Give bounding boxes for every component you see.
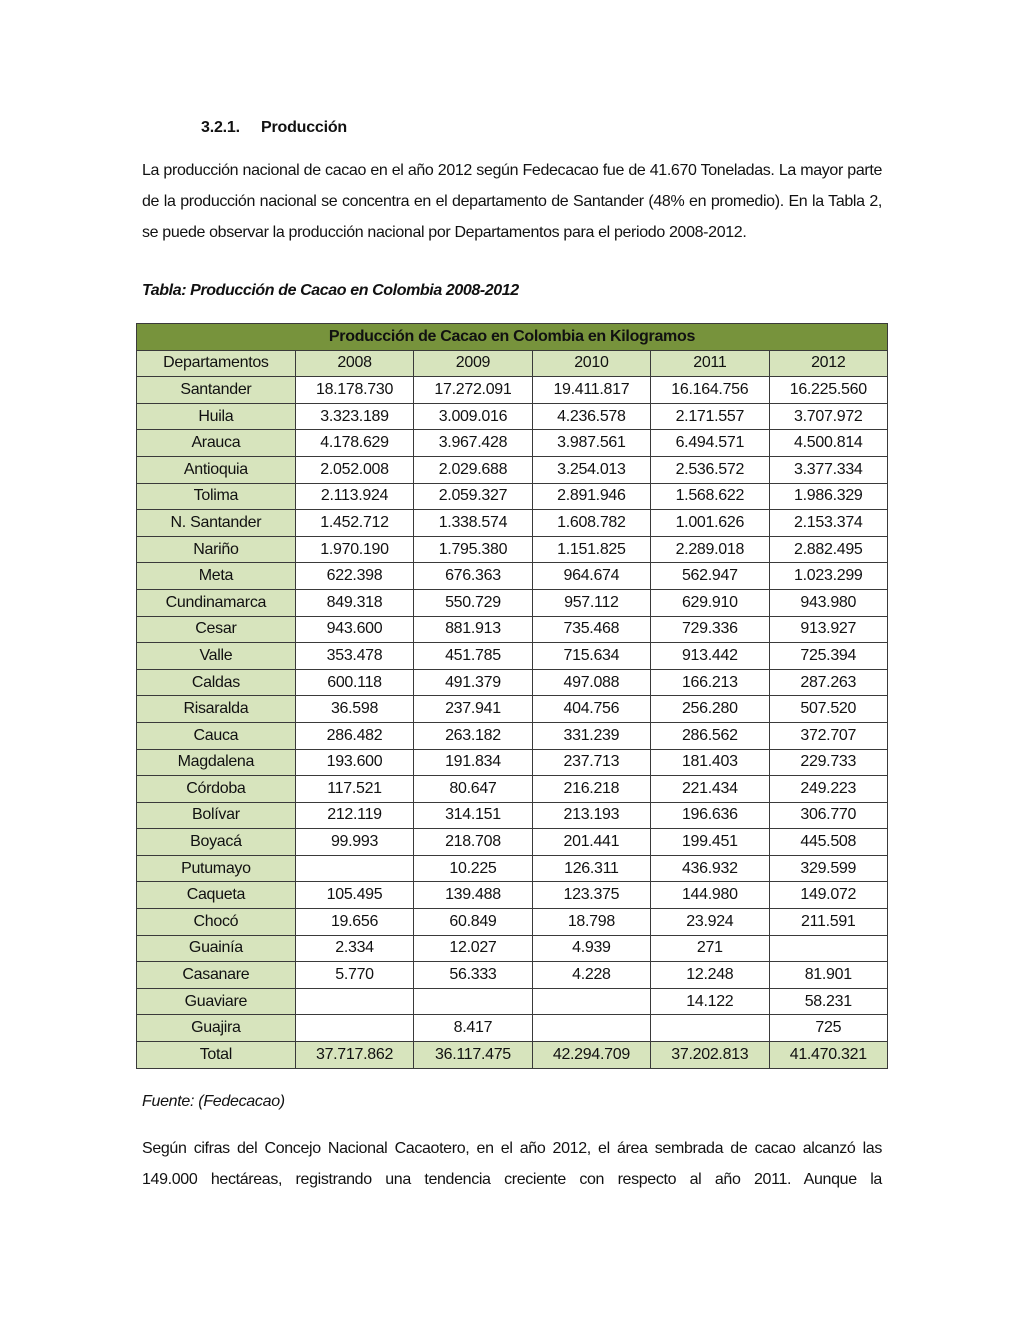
table-total-row bbox=[137, 1042, 888, 1069]
production-value: 2.171.557 bbox=[651, 403, 769, 430]
production-value: 99.993 bbox=[295, 829, 413, 856]
production-value: 287.263 bbox=[769, 669, 887, 696]
production-value: 629.910 bbox=[651, 589, 769, 616]
department-name: Cauca bbox=[137, 722, 296, 749]
production-value: 58.231 bbox=[769, 988, 887, 1015]
production-value bbox=[295, 855, 413, 882]
production-value: 2.059.327 bbox=[414, 483, 532, 510]
production-value: 36.598 bbox=[295, 696, 413, 723]
production-value: 943.980 bbox=[769, 589, 887, 616]
production-value: 964.674 bbox=[532, 563, 650, 590]
table-row bbox=[137, 1015, 888, 1042]
production-value: 445.508 bbox=[769, 829, 887, 856]
table-header-row bbox=[137, 350, 888, 377]
table-row bbox=[137, 802, 888, 829]
production-value: 3.009.016 bbox=[414, 403, 532, 430]
production-value: 6.494.571 bbox=[651, 430, 769, 457]
table-row bbox=[137, 909, 888, 936]
production-value: 81.901 bbox=[769, 962, 887, 989]
table-row bbox=[137, 456, 888, 483]
production-value: 256.280 bbox=[651, 696, 769, 723]
department-name: Magdalena bbox=[137, 749, 296, 776]
production-value: 3.323.189 bbox=[295, 403, 413, 430]
production-value: 4.939 bbox=[532, 935, 650, 962]
production-value: 126.311 bbox=[532, 855, 650, 882]
production-value: 1.338.574 bbox=[414, 510, 532, 537]
production-value: 123.375 bbox=[532, 882, 650, 909]
production-value: 14.122 bbox=[651, 988, 769, 1015]
department-name: Boyacá bbox=[137, 829, 296, 856]
production-value: 562.947 bbox=[651, 563, 769, 590]
department-name: N. Santander bbox=[137, 510, 296, 537]
production-value: 729.336 bbox=[651, 616, 769, 643]
production-value: 4.236.578 bbox=[532, 403, 650, 430]
production-value: 550.729 bbox=[414, 589, 532, 616]
production-value: 286.482 bbox=[295, 722, 413, 749]
table-row bbox=[137, 722, 888, 749]
production-value: 249.223 bbox=[769, 776, 887, 803]
production-value: 5.770 bbox=[295, 962, 413, 989]
production-value: 1.023.299 bbox=[769, 563, 887, 590]
production-value: 1.608.782 bbox=[532, 510, 650, 537]
production-value: 17.272.091 bbox=[414, 377, 532, 404]
department-name: Putumayo bbox=[137, 855, 296, 882]
header-cell: 2010 bbox=[532, 350, 650, 377]
department-name: Nariño bbox=[137, 536, 296, 563]
production-value: 849.318 bbox=[295, 589, 413, 616]
production-value: 600.118 bbox=[295, 669, 413, 696]
production-value: 2.882.495 bbox=[769, 536, 887, 563]
production-value: 1.568.622 bbox=[651, 483, 769, 510]
table-row bbox=[137, 935, 888, 962]
total-label: Total bbox=[137, 1042, 296, 1069]
production-value: 1.452.712 bbox=[295, 510, 413, 537]
header-cell: Departamentos bbox=[137, 350, 296, 377]
table-row bbox=[137, 776, 888, 803]
production-value: 18.798 bbox=[532, 909, 650, 936]
production-value: 193.600 bbox=[295, 749, 413, 776]
production-value: 4.178.629 bbox=[295, 430, 413, 457]
production-value: 2.153.374 bbox=[769, 510, 887, 537]
production-value: 237.941 bbox=[414, 696, 532, 723]
production-value bbox=[769, 935, 887, 962]
production-value: 2.536.572 bbox=[651, 456, 769, 483]
production-value: 16.164.756 bbox=[651, 377, 769, 404]
production-value bbox=[651, 1015, 769, 1042]
production-value: 8.417 bbox=[414, 1015, 532, 1042]
header-cell: 2008 bbox=[295, 350, 413, 377]
total-value: 37.717.862 bbox=[295, 1042, 413, 1069]
production-value: 943.600 bbox=[295, 616, 413, 643]
department-name: Antioquia bbox=[137, 456, 296, 483]
closing-paragraph: Según cifras del Concejo Nacional Cacaotero, en el año 2012, el área sembrada de cacao alcanzó las 149.000 hectáreas, registrando una tendencia creciente con respecto al año 2011. Aunque la bbox=[142, 1140, 882, 1188]
production-value: 3.967.428 bbox=[414, 430, 532, 457]
department-name: Caqueta bbox=[137, 882, 296, 909]
production-value: 149.072 bbox=[769, 882, 887, 909]
production-value: 166.213 bbox=[651, 669, 769, 696]
production-value: 451.785 bbox=[414, 643, 532, 670]
production-value: 2.113.924 bbox=[295, 483, 413, 510]
production-value: 19.656 bbox=[295, 909, 413, 936]
department-name: Guajira bbox=[137, 1015, 296, 1042]
department-name: Cundinamarca bbox=[137, 589, 296, 616]
department-name: Córdoba bbox=[137, 776, 296, 803]
table-row bbox=[137, 696, 888, 723]
production-value bbox=[532, 1015, 650, 1042]
total-value: 37.202.813 bbox=[651, 1042, 769, 1069]
production-value: 353.478 bbox=[295, 643, 413, 670]
production-value: 237.713 bbox=[532, 749, 650, 776]
production-value bbox=[414, 988, 532, 1015]
production-value: 1.001.626 bbox=[651, 510, 769, 537]
production-value: 306.770 bbox=[769, 802, 887, 829]
production-value: 18.178.730 bbox=[295, 377, 413, 404]
production-value: 3.254.013 bbox=[532, 456, 650, 483]
production-value: 263.182 bbox=[414, 722, 532, 749]
production-value: 271 bbox=[651, 935, 769, 962]
table-row bbox=[137, 749, 888, 776]
production-value: 2.891.946 bbox=[532, 483, 650, 510]
production-value: 212.119 bbox=[295, 802, 413, 829]
production-value: 881.913 bbox=[414, 616, 532, 643]
production-value: 3.377.334 bbox=[769, 456, 887, 483]
production-value: 23.924 bbox=[651, 909, 769, 936]
total-value: 42.294.709 bbox=[532, 1042, 650, 1069]
production-value: 286.562 bbox=[651, 722, 769, 749]
department-name: Chocó bbox=[137, 909, 296, 936]
production-value: 2.334 bbox=[295, 935, 413, 962]
department-name: Risaralda bbox=[137, 696, 296, 723]
production-value bbox=[295, 988, 413, 1015]
table-row bbox=[137, 510, 888, 537]
table-row bbox=[137, 563, 888, 590]
table-row bbox=[137, 377, 888, 404]
production-value: 12.027 bbox=[414, 935, 532, 962]
production-value: 497.088 bbox=[532, 669, 650, 696]
production-table bbox=[136, 323, 888, 1069]
department-name: Arauca bbox=[137, 430, 296, 457]
production-value: 60.849 bbox=[414, 909, 532, 936]
table-row bbox=[137, 882, 888, 909]
table-row bbox=[137, 403, 888, 430]
table-row bbox=[137, 988, 888, 1015]
production-value: 16.225.560 bbox=[769, 377, 887, 404]
table-title: Producción de Cacao en Colombia en Kilogramos bbox=[137, 324, 888, 351]
production-value: 181.403 bbox=[651, 749, 769, 776]
table-row bbox=[137, 483, 888, 510]
production-value: 1.795.380 bbox=[414, 536, 532, 563]
production-value: 10.225 bbox=[414, 855, 532, 882]
production-value: 735.468 bbox=[532, 616, 650, 643]
production-value: 372.707 bbox=[769, 722, 887, 749]
production-value: 139.488 bbox=[414, 882, 532, 909]
department-name: Valle bbox=[137, 643, 296, 670]
production-value: 216.218 bbox=[532, 776, 650, 803]
production-value: 329.599 bbox=[769, 855, 887, 882]
table-row bbox=[137, 589, 888, 616]
department-name: Huila bbox=[137, 403, 296, 430]
production-value: 2.052.008 bbox=[295, 456, 413, 483]
production-value: 314.151 bbox=[414, 802, 532, 829]
table-row bbox=[137, 855, 888, 882]
production-value: 80.647 bbox=[414, 776, 532, 803]
production-value: 491.379 bbox=[414, 669, 532, 696]
intro-paragraph: La producción nacional de cacao en el año 2012 según Fedecacao fue de 41.670 Toneladas. La mayor parte de la producción nacional se concentra en el departamento de Santander (48% en promedio). En la Tabla 2, se puede observar la producción nacional por Departamentos para el periodo 2008-2012. bbox=[142, 162, 882, 241]
production-value: 211.591 bbox=[769, 909, 887, 936]
production-value: 725.394 bbox=[769, 643, 887, 670]
production-value: 715.634 bbox=[532, 643, 650, 670]
production-value: 199.451 bbox=[651, 829, 769, 856]
total-value: 41.470.321 bbox=[769, 1042, 887, 1069]
production-value: 913.927 bbox=[769, 616, 887, 643]
production-value: 3.987.561 bbox=[532, 430, 650, 457]
table-caption: Tabla: Producción de Cacao en Colombia 2008-2012 bbox=[142, 282, 519, 299]
table-row bbox=[137, 962, 888, 989]
section-heading bbox=[201, 119, 347, 137]
production-value: 436.932 bbox=[651, 855, 769, 882]
production-value bbox=[295, 1015, 413, 1042]
table-row bbox=[137, 669, 888, 696]
production-value: 676.363 bbox=[414, 563, 532, 590]
header-cell: 2012 bbox=[769, 350, 887, 377]
section-number: 3.2.1. bbox=[201, 119, 240, 136]
production-value: 4.228 bbox=[532, 962, 650, 989]
department-name: Bolívar bbox=[137, 802, 296, 829]
department-name: Caldas bbox=[137, 669, 296, 696]
production-value: 1.986.329 bbox=[769, 483, 887, 510]
department-name: Casanare bbox=[137, 962, 296, 989]
department-name: Meta bbox=[137, 563, 296, 590]
production-value: 117.521 bbox=[295, 776, 413, 803]
production-value: 191.834 bbox=[414, 749, 532, 776]
department-name: Guaviare bbox=[137, 988, 296, 1015]
production-value: 201.441 bbox=[532, 829, 650, 856]
total-value: 36.117.475 bbox=[414, 1042, 532, 1069]
production-value: 622.398 bbox=[295, 563, 413, 590]
source-note: Fuente: (Fedecacao) bbox=[142, 1093, 285, 1110]
production-value: 144.980 bbox=[651, 882, 769, 909]
table-row bbox=[137, 536, 888, 563]
department-name: Cesar bbox=[137, 616, 296, 643]
production-value: 3.707.972 bbox=[769, 403, 887, 430]
header-cell: 2009 bbox=[414, 350, 532, 377]
production-value bbox=[532, 988, 650, 1015]
production-value: 221.434 bbox=[651, 776, 769, 803]
table-row bbox=[137, 430, 888, 457]
production-value: 331.239 bbox=[532, 722, 650, 749]
production-value: 196.636 bbox=[651, 802, 769, 829]
production-value: 507.520 bbox=[769, 696, 887, 723]
production-value: 218.708 bbox=[414, 829, 532, 856]
table-title-row bbox=[137, 324, 888, 351]
production-value: 213.193 bbox=[532, 802, 650, 829]
table-row bbox=[137, 829, 888, 856]
production-value: 4.500.814 bbox=[769, 430, 887, 457]
production-value: 404.756 bbox=[532, 696, 650, 723]
production-value: 2.029.688 bbox=[414, 456, 532, 483]
production-value: 957.112 bbox=[532, 589, 650, 616]
table-row bbox=[137, 616, 888, 643]
table-row bbox=[137, 643, 888, 670]
section-title: Producción bbox=[261, 119, 348, 136]
production-value: 229.733 bbox=[769, 749, 887, 776]
production-value: 1.970.190 bbox=[295, 536, 413, 563]
production-value: 913.442 bbox=[651, 643, 769, 670]
header-cell: 2011 bbox=[651, 350, 769, 377]
department-name: Tolima bbox=[137, 483, 296, 510]
production-value: 56.333 bbox=[414, 962, 532, 989]
production-value: 105.495 bbox=[295, 882, 413, 909]
production-value: 19.411.817 bbox=[532, 377, 650, 404]
department-name: Santander bbox=[137, 377, 296, 404]
department-name: Guainía bbox=[137, 935, 296, 962]
production-value: 12.248 bbox=[651, 962, 769, 989]
production-value: 1.151.825 bbox=[532, 536, 650, 563]
production-value: 725 bbox=[769, 1015, 887, 1042]
production-value: 2.289.018 bbox=[651, 536, 769, 563]
